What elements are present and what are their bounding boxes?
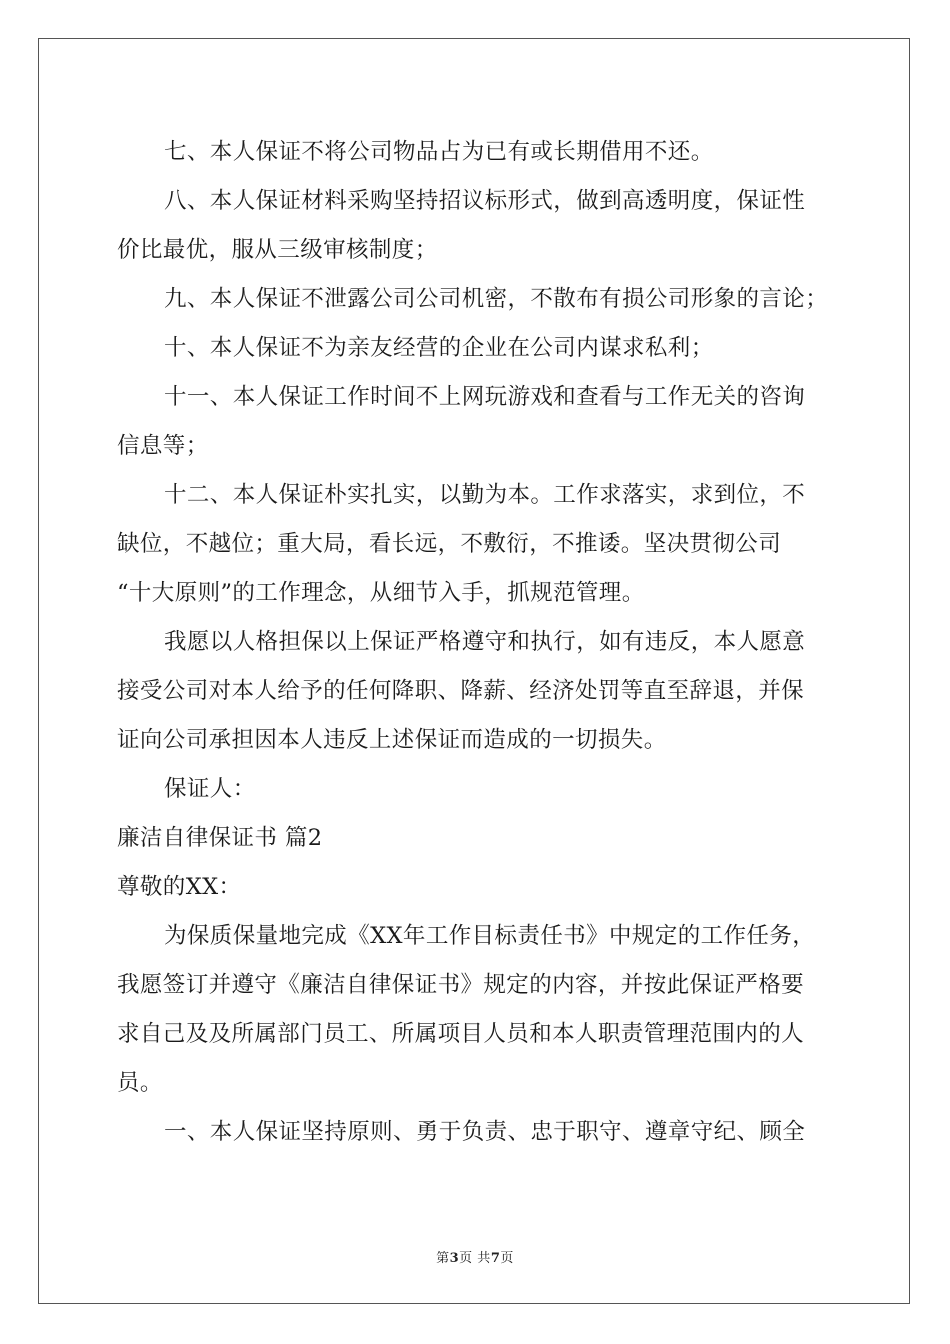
text-line: 我愿以人格担保以上保证严格遵守和执行，如有违反，本人愿意 bbox=[164, 629, 806, 655]
text-line: 一、本人保证坚持原则、勇于负责、忠于职守、遵章守纪、顾全 bbox=[164, 1119, 806, 1145]
footer-total-pages: 7 bbox=[490, 1251, 501, 1266]
text-line: 十、本人保证不为亲友经营的企业在公司内谋求私利； bbox=[164, 335, 714, 361]
text-line: 尊敬的XX： bbox=[117, 874, 242, 900]
footer-current-page: 3 bbox=[449, 1251, 460, 1266]
text-line: 价比最优，服从三级审核制度； bbox=[117, 237, 438, 263]
footer-mid: 页 共 bbox=[459, 1251, 491, 1266]
text-line: 八、本人保证材料采购坚持招议标形式，做到高透明度，保证性 bbox=[164, 188, 806, 214]
text-line: 保证人： bbox=[164, 776, 256, 802]
text-line: 接受公司对本人给予的任何降职、降薪、经济处罚等直至辞退，并保 bbox=[117, 678, 805, 704]
text-line: 为保质保量地完成《XX年工作目标责任书》中规定的工作任务， bbox=[164, 923, 816, 949]
text-line: 缺位，不越位；重大局，看长远，不敷衍，不推诿。坚决贯彻公司 bbox=[117, 531, 782, 557]
text-line: 九、本人保证不泄露公司公司机密，不散布有损公司形象的言论； bbox=[164, 286, 829, 312]
footer-prefix: 第 bbox=[436, 1251, 450, 1266]
text-line: 十一、本人保证工作时间不上网玩游戏和查看与工作无关的咨询 bbox=[164, 384, 806, 410]
text-line: “十大原则”的工作理念，从细节入手，抓规范管理。 bbox=[117, 580, 645, 606]
document-body bbox=[117, 128, 837, 1157]
text-line: 证向公司承担因本人违反上述保证而造成的一切损失。 bbox=[117, 727, 667, 753]
text-line: 员。 bbox=[117, 1070, 163, 1096]
text-line: 我愿签订并遵守《廉洁自律保证书》规定的内容，并按此保证严格要 bbox=[117, 972, 805, 998]
text-line: 廉洁自律保证书 篇2 bbox=[117, 825, 323, 851]
text-line: 七、本人保证不将公司物品占为已有或长期借用不还。 bbox=[164, 139, 714, 165]
text-line: 求自己及及所属部门员工、所属项目人员和本人职责管理范围内的人 bbox=[117, 1021, 805, 1047]
footer-suffix: 页 bbox=[500, 1251, 514, 1266]
page-footer bbox=[0, 1247, 950, 1266]
text-line: 信息等； bbox=[117, 433, 209, 459]
text-line: 十二、本人保证朴实扎实，以勤为本。工作求落实，求到位，不 bbox=[164, 482, 806, 508]
